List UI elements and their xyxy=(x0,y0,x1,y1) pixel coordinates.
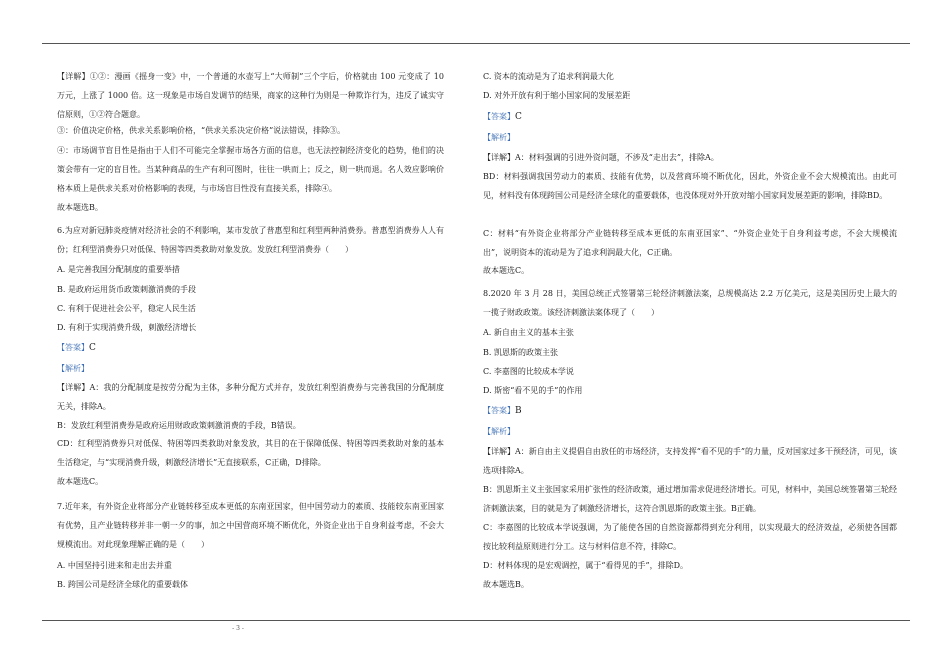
q6-detail-1: 【详解】A：我的分配制度是按劳分配为主体，多种分配方式并存，发放红利型消费券与完善我国的分配制度无关，排除A。 xyxy=(57,383,444,411)
q8-conclusion: 故本题选B。 xyxy=(483,580,529,589)
q8-detail-3: C：李嘉图的比较成本学说强调，为了能使各国的自然资源都得到充分利用，以实现最大的经济效益，必须使各国都按比较利益原则进行分工。这与材料信息不符，排除C。 xyxy=(483,523,897,551)
q5-detail-2: ③：价值决定价格，供求关系影响价格，“供求关系决定价格”说法错误，排除③。 xyxy=(57,126,346,135)
q6-option-c: C. 有利于促进社会公平，稳定人民生活 xyxy=(57,304,196,313)
q7-answer xyxy=(483,108,897,127)
q8-answer-letter: B xyxy=(515,406,522,416)
q6-answer-label: 【答案】 xyxy=(57,343,89,352)
q7-option-a: A. 中国坚持引进来和走出去并重 xyxy=(57,561,172,570)
q8-option-b: B. 凯恩斯的政策主张 xyxy=(483,348,558,357)
q7-answer-letter: C xyxy=(515,112,522,122)
q7-option-c: C. 资本的流动是为了追求利润最大化 xyxy=(483,72,614,81)
q7-conclusion: 故本题选C。 xyxy=(483,266,530,275)
q8-detail-2: B：凯恩斯主义主张国家采用扩张性的经济政策，通过增加需求促进经济增长。可见，材料中，美国总统签署第三轮经济刺激法案，目的就是为了刺激经济增长，这符合凯恩斯的政策主张。B正确。 xyxy=(483,485,897,513)
q6-conclusion: 故本题选C。 xyxy=(57,477,104,486)
q7-answer-label: 【答案】 xyxy=(483,112,515,121)
q6-option-a: A. 是完善我国分配制度的重要举措 xyxy=(57,265,180,274)
q5-detail-1: 【详解】①②：漫画《摇身一变》中，一个普通的水壶写上“大师制”三个字后，价格就由 100 元变成了 10 万元，上涨了 1000 倍。这一现象是市场自发调节的结果，商家的这种行为则是一种欺诈行为，违反了诚实守信原则，①②符合题意。 xyxy=(57,72,444,119)
q8-analysis-label: 【解析】 xyxy=(483,427,515,436)
q7-option-b: B. 跨国公司是经济全球化的重要载体 xyxy=(57,580,188,589)
q7-stem: 7.近年来，有外资企业将部分产业链转移至成本更低的东南亚国家，但中国劳动力的素质、技能较东南亚国家有优势，且产业链转移并非一朝一夕的事，加之中国营商环境不断优化，外资企业出于自身利益考虑，不会大规模流出。对此现象理解正确的是（ ） xyxy=(57,502,444,549)
left-column xyxy=(57,0,444,672)
q8-detail-1: 【详解】A：新自由主义提倡自由放任的市场经济，支持发挥“看不见的手”的力量，反对国家过多干预经济，可见，该选项排除A。 xyxy=(483,447,897,475)
q7-detail-1: 【详解】A：材料强调的引进外资问题，不涉及“走出去”，排除A。 xyxy=(483,153,719,162)
q5-conclusion: 故本题选B。 xyxy=(57,203,103,212)
q6-detail-3: CD：红利型消费券只对低保、特困等四类救助对象发放，其目的在于保障低保、特困等四类救助对象的基本生活稳定，与“实现消费升级，刺激经济增长”无直接联系，C正确，D排除。 xyxy=(57,439,444,467)
q8-stem: 8.2020 年 3 月 28 日，美国总统正式签署第三轮经济刺激法案，总规模高达 2.2 万亿美元，这是美国历史上最大的一揽子财政政策。该经济刺激法案体现了（ ） xyxy=(483,289,897,317)
q8-option-a: A. 新自由主义的基本主张 xyxy=(483,328,574,337)
q7-option-d: D. 对外开放有利于缩小国家间的发展差距 xyxy=(483,91,631,100)
q8-option-d: D. 斯密“看不见的手”的作用 xyxy=(483,386,583,395)
q8-answer xyxy=(483,402,897,421)
q6-detail-2: B：发放红利型消费券是政府运用财政政策刺激消费的手段，B错误。 xyxy=(57,421,301,430)
q6-answer-letter: C xyxy=(89,343,96,353)
right-column xyxy=(483,0,897,672)
q5-detail-3: ④：市场调节盲目性是指由于人们不可能完全掌握市场各方面的信息，也无法控制经济变化的趋势，他们的决策会带有一定的盲目性。当某种商品的生产有利可图时，往往一哄而上；反之，则一哄而退。名人效应影响价格本质上是供求关系对价格影响的表现，与市场盲目性没有直接关系，排除④。 xyxy=(57,146,444,193)
q6-answer xyxy=(57,339,444,358)
q7-detail-2: BD：材料强调我国劳动力的素质、技能有优势，以及营商环境不断优化，因此，外资企业不会大规模流出。由此可见，材料没有体现跨国公司是经济全球化的重要载体，也没体现对外开放对缩小国家间发展差距的影响，排除BD。 xyxy=(483,172,897,200)
q8-option-c: C. 李嘉图的比较成本学说 xyxy=(483,367,574,376)
q6-stem: 6.为应对新冠肺炎疫情对经济社会的不利影响，某市发放了普惠型和红利型两种消费券。普惠型消费券人人有份；红利型消费券只对低保、特困等四类救助对象发放。发放红利型消费券（ ） xyxy=(57,226,444,254)
q6-option-d: D. 有利于实现消费升级，刺激经济增长 xyxy=(57,323,197,332)
q6-analysis-label: 【解析】 xyxy=(57,364,89,373)
q8-answer-label: 【答案】 xyxy=(483,406,515,415)
q7-detail-3: C：材料“有外资企业将部分产业链转移至成本更低的东南亚国家”、“外资企业处于自身利益考虑，不会大规模流出”，说明资本的流动是为了追求利润最大化，C正确。 xyxy=(483,229,897,257)
q7-analysis-label: 【解析】 xyxy=(483,133,515,142)
page-number: - 3 - xyxy=(232,625,244,632)
q8-detail-4: D：材料体现的是宏观调控，属于“看得见的手”，排除D。 xyxy=(483,561,689,570)
q6-option-b: B. 是政府运用货币政策刺激消费的手段 xyxy=(57,285,196,294)
